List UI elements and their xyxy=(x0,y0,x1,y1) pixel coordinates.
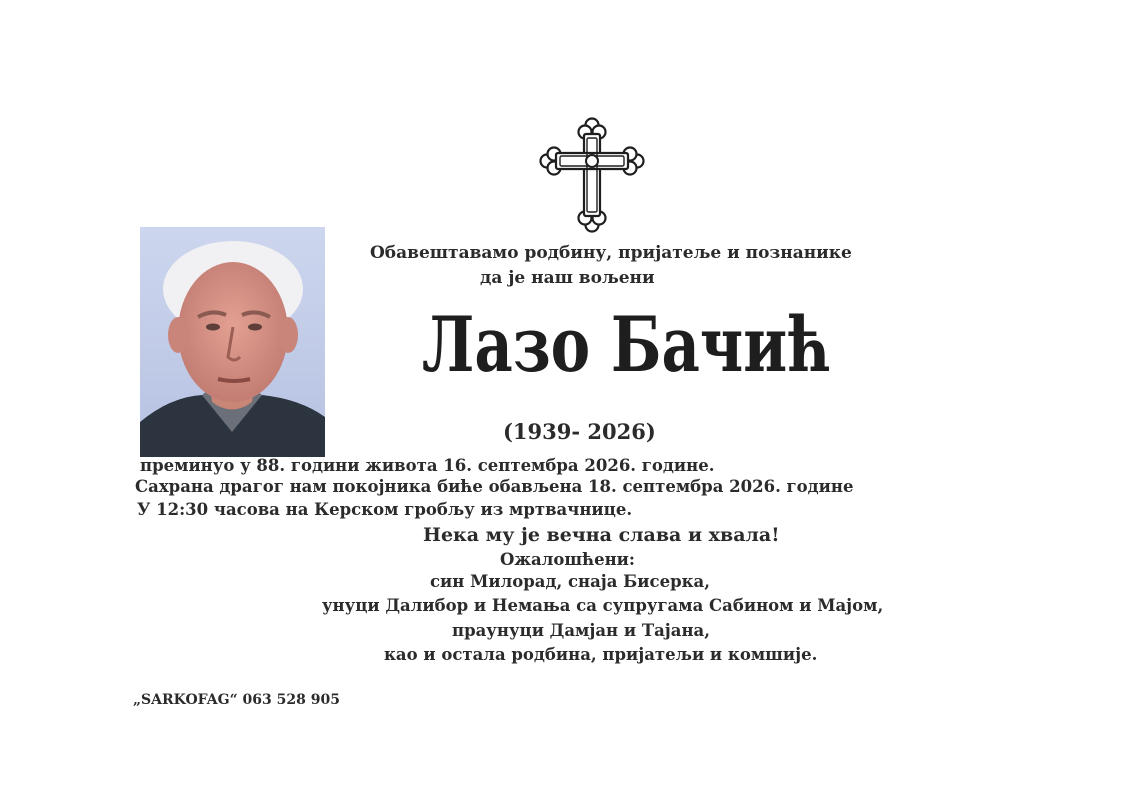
funeral-info-line: Сахрана драгог нам покојника биће обављена 18. септембра 2026. године xyxy=(135,477,854,496)
mourner-line: праунуци Дамјан и Тајана, xyxy=(452,621,710,640)
life-years: (1939- 2026) xyxy=(503,419,656,444)
cross-icon xyxy=(539,116,645,234)
death-info-line: преминуо у 88. години живота 16. септембра 2026. године. xyxy=(140,456,715,475)
portrait-photo xyxy=(140,227,325,457)
intro-line-1: Обавештавамо родбину, пријатеље и познанике xyxy=(370,243,852,263)
funeral-time-line: У 12:30 часова на Керском гробљу из мртвачнице. xyxy=(137,500,633,519)
mourner-line: као и остала родбина, пријатељи и комшије. xyxy=(384,645,818,664)
intro-line-2: да је наш вољени xyxy=(480,268,655,288)
mourner-line: унуци Далибор и Немања са супругама Сабином и Мајом, xyxy=(322,596,884,615)
funeral-home-contact: „SARKOFAG“ 063 528 905 xyxy=(133,692,340,708)
glory-line: Нека му је вечна слава и хвала! xyxy=(423,524,780,546)
mourners-title: Ожалошћени: xyxy=(500,550,635,569)
mourner-line: син Милорад, снаја Бисерка, xyxy=(430,572,710,591)
deceased-name: Лазо Бачић xyxy=(422,300,831,389)
